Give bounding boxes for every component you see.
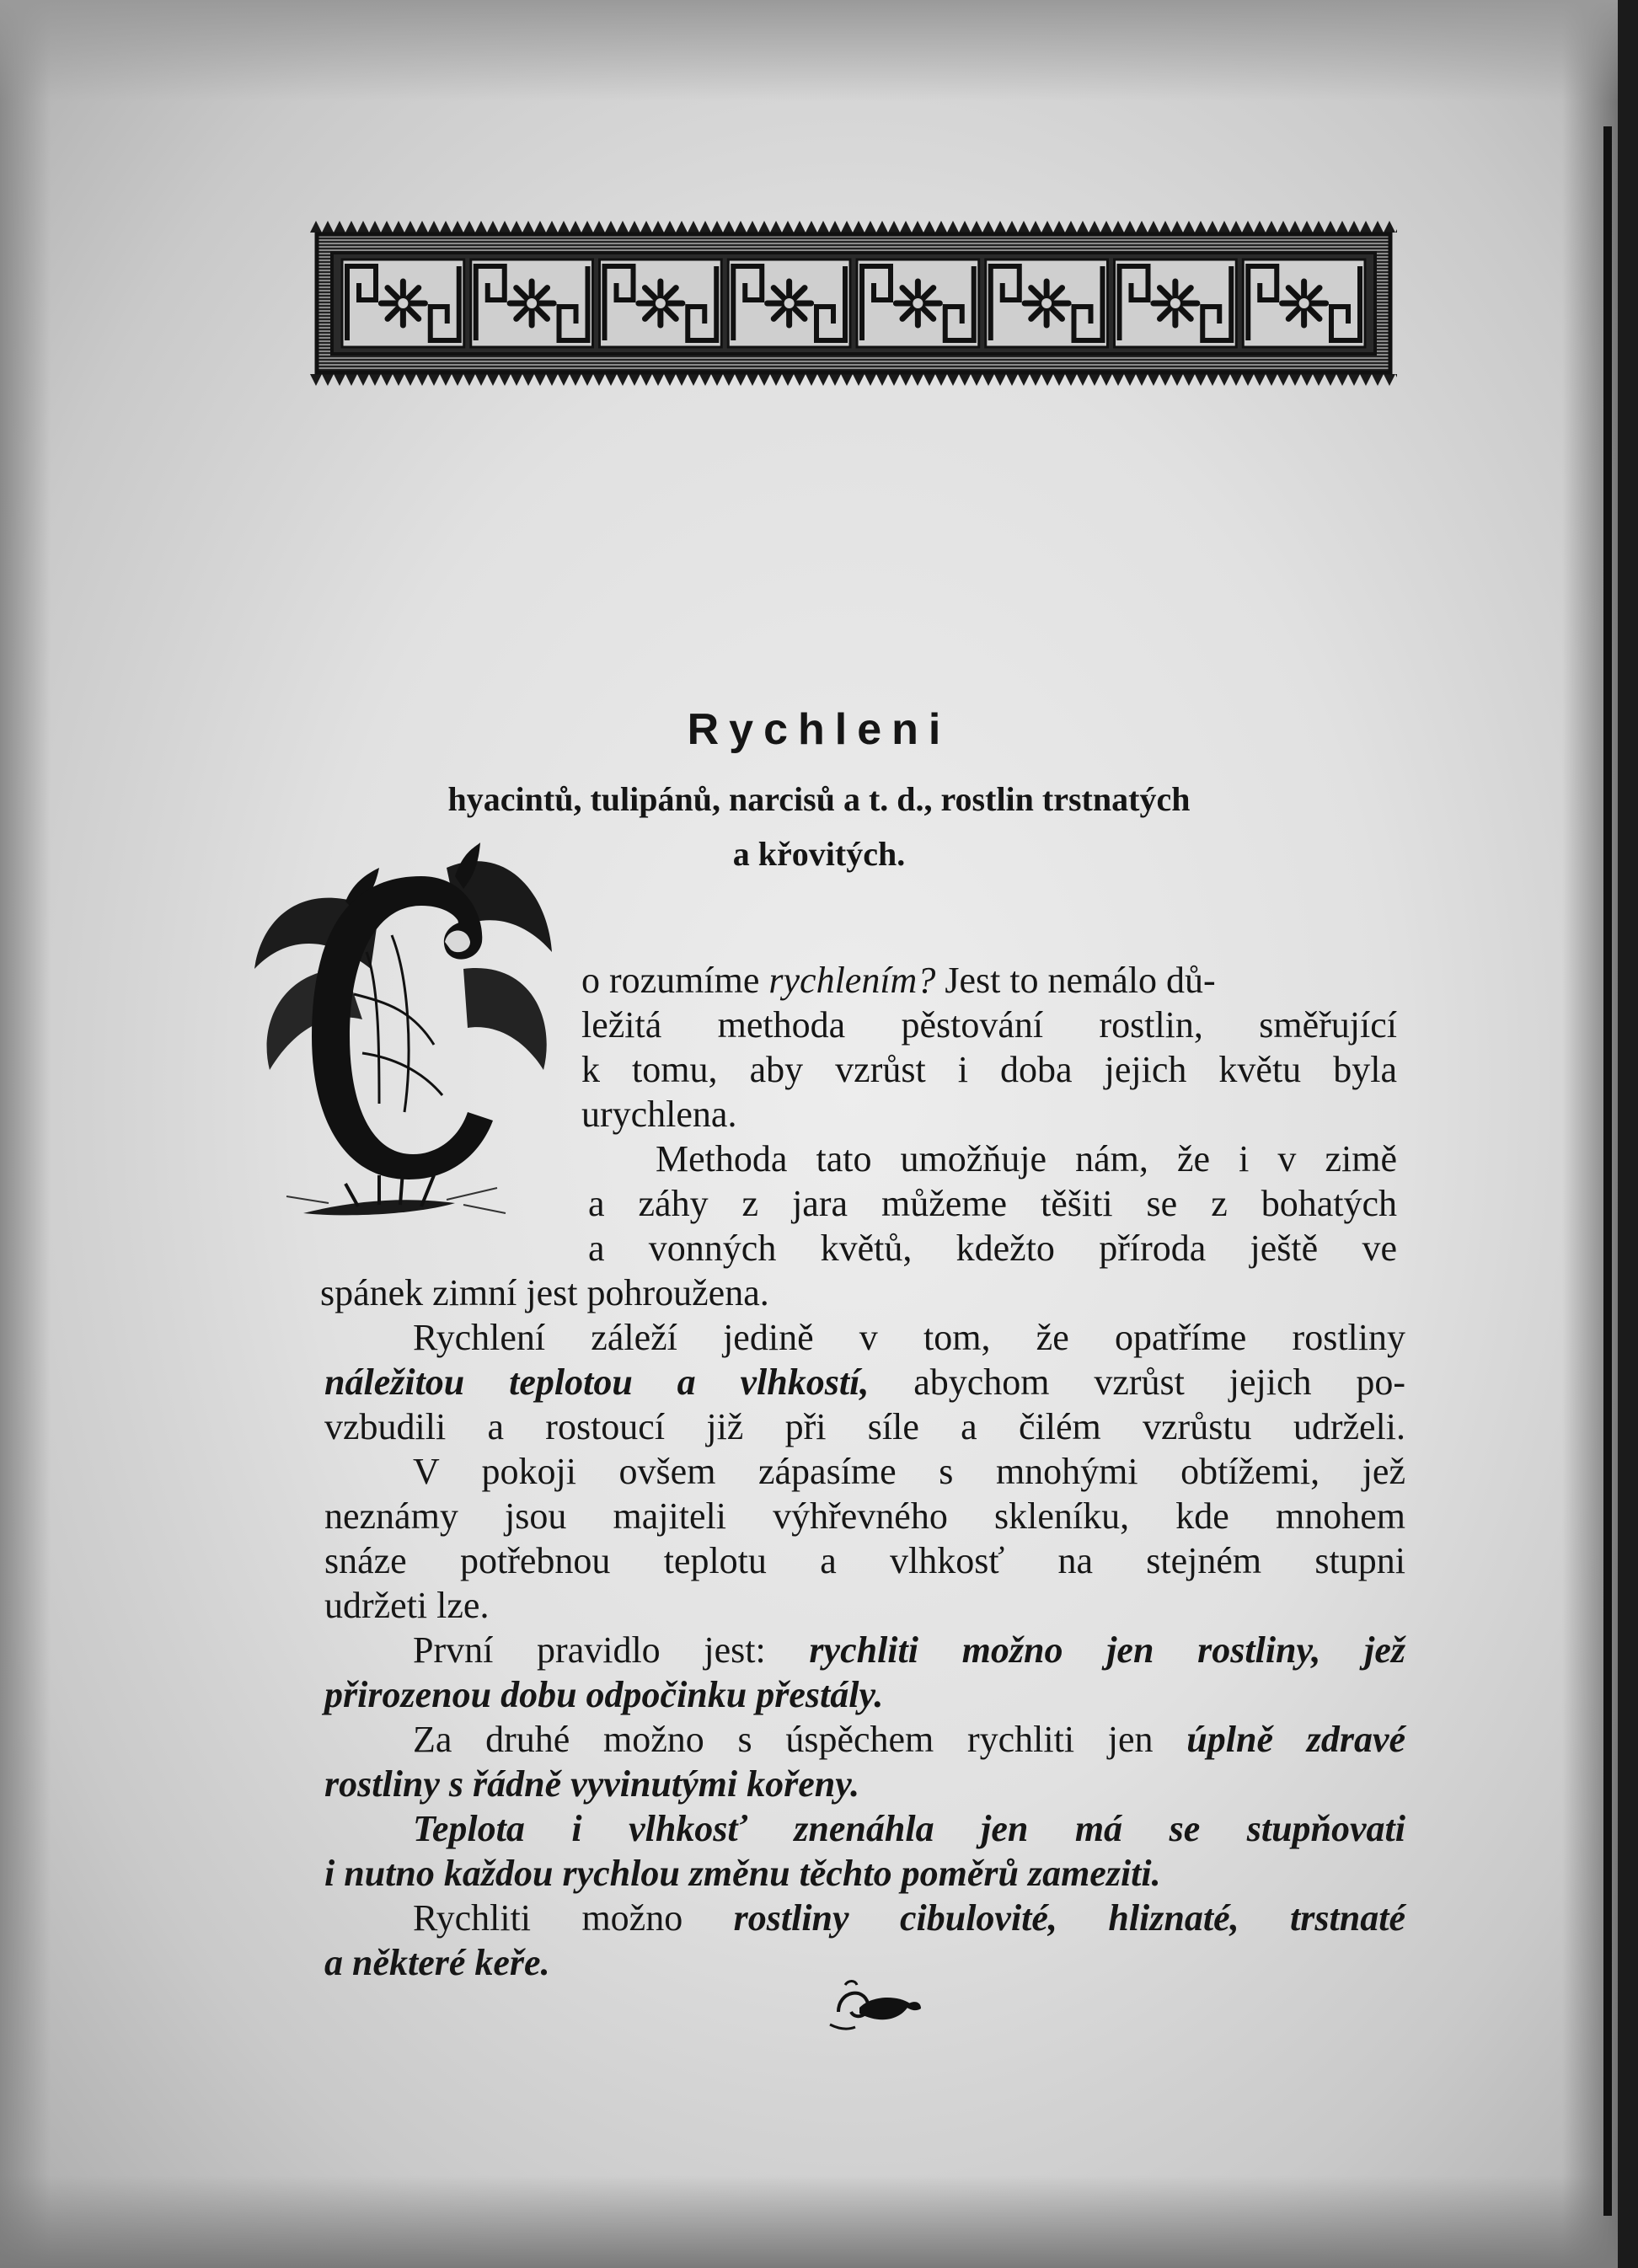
text-line: snáze potřebnou teplotu a vlhkosť na stejném stupni — [324, 1540, 1405, 1581]
text-line: spánek zimní jest pohroužena. — [320, 1272, 769, 1313]
meander-cell — [1243, 259, 1365, 347]
meander-cell — [986, 259, 1108, 347]
meander-cell — [857, 259, 979, 347]
text-fragment: Rychliti možno — [413, 1897, 734, 1939]
text-line: k tomu, aby vzrůst i doba jejich květu byla — [581, 1049, 1397, 1090]
text-fragment: abychom vzrůst jejich po- — [869, 1361, 1405, 1403]
text-fragment-italic: rychlením? — [768, 960, 936, 1001]
meander-cell — [728, 259, 850, 347]
text-line: rostliny s řádně vyvinutými kořeny. — [324, 1763, 860, 1805]
meander-border-icon — [310, 221, 1397, 386]
text-line — [413, 1718, 1405, 1762]
text-line: vzbudili a rostoucí již při síle a čilém vzrůstu udrželi. — [324, 1406, 1405, 1447]
page-gutter-line — [1603, 126, 1612, 2216]
text-fragment: Jest to nemálo dů- — [935, 960, 1216, 1001]
text-line: přirozenou dobu odpočinku přestály. — [324, 1674, 884, 1715]
text-line: neznámy jsou majiteli výhřevného skleníku, kde mnohem — [324, 1495, 1405, 1537]
meander-cell — [471, 259, 593, 347]
fleuron-icon — [822, 1978, 923, 2037]
meander-cell — [1115, 259, 1237, 347]
text-fragment-italic: rostliny cibulovité, hliznaté, trstnaté — [733, 1897, 1405, 1939]
text-line: ležitá methoda pěstování rostlin, směřující — [581, 1004, 1397, 1046]
text-line: a některé keře. — [324, 1942, 550, 1983]
page-shadow-left — [0, 0, 51, 2268]
page-shadow-top — [0, 0, 1638, 101]
subtitle-line-2: a křovitých. — [732, 835, 906, 873]
meander-cell — [342, 259, 464, 347]
text-line: urychlena. — [581, 1094, 737, 1135]
text-line: a záhy z jara můžeme těšiti se z bohatých — [588, 1183, 1397, 1224]
text-line: Teplota i vlhkosť znenáhla jen má se stupňovati — [413, 1808, 1405, 1849]
text-line — [324, 1361, 1405, 1404]
text-fragment-italic: náležitou teplotou a vlhkostí, — [324, 1361, 870, 1403]
text-line — [413, 1896, 1405, 1940]
plant-leaves-icon — [253, 842, 556, 1230]
text-line — [581, 959, 1407, 1003]
page-title: Rychleni — [687, 705, 951, 754]
subtitle-line-1: hyacintů, tulipánů, narcisů a t. d., rostlin trstnatých — [447, 780, 1191, 818]
text-line: Rychlení záleží jedině v tom, že opatříme rostliny — [413, 1317, 1405, 1358]
text-fragment: Za druhé možno s úspěchem rychliti jen — [413, 1719, 1187, 1760]
text-line: i nutno každou rychlou změnu těchto poměrů zameziti. — [324, 1853, 1161, 1894]
text-line: V pokoji ovšem zápasíme s mnohými obtížemi, jež — [413, 1451, 1405, 1492]
text-fragment: První pravidlo jest: — [413, 1629, 810, 1671]
meander-cell — [600, 259, 722, 347]
text-line: udržeti lze. — [324, 1585, 490, 1626]
text-fragment: o rozumíme — [581, 960, 769, 1001]
text-line: a vonných květů, kdežto příroda ještě ve — [588, 1228, 1397, 1269]
book-binding-edge — [1618, 0, 1638, 2268]
text-line: Methoda tato umožňuje nám, že i v zimě — [656, 1138, 1397, 1179]
text-fragment-italic: rychliti možno jen rostliny, jež — [809, 1629, 1405, 1671]
text-line — [413, 1629, 1405, 1672]
page-shadow-bottom — [0, 2175, 1638, 2268]
text-fragment-italic: úplně zdravé — [1186, 1719, 1406, 1760]
